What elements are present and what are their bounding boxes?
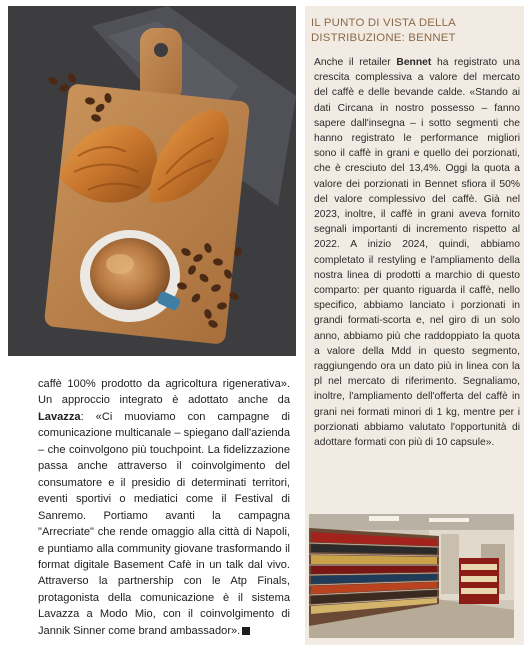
sidebar-intro: Anche il retailer (314, 57, 397, 68)
left-article-body: : «Ci muoviamo con campagne di comunicazione multicanale – spiegano dall'azienda – che coinvolgono più touchpoint. La fidelizzazione passa anche attraverso il coinvolgimento del consumatore e il presidio di determinati territori, eventi sportivi o mediatici come il Festival di Sanremo. Portiamo avanti la campagna "Arrecriate" che rende omaggio alla città di Napoli, e puntiamo alla community giovane trasformando il format digitale Basement Cafè in un talk dal vivo. Attraverso la partnership con le Atp Finals, protagonista della comunicazione è il sistema Lavazza a Modo Mio, con il coinvolgimento di Jannik Sinner come brand ambassador». (38, 410, 290, 637)
left-article-column (38, 376, 290, 639)
retailer-bennet: Bennet (396, 57, 432, 68)
left-article-intro: caffè 100% prodotto da agricoltura rigenerativa». Un approccio integrato è adottato anche da (38, 378, 290, 407)
article-end-mark (242, 627, 250, 635)
croissant-coffee-photo (8, 6, 296, 356)
sidebar-title: IL PUNTO DI VISTA DELLA DISTRIBUZIONE: BENNET (311, 17, 456, 44)
croissant-coffee-illustration (8, 6, 296, 356)
left-article-paragraph (38, 376, 290, 639)
sidebar-text (314, 55, 520, 450)
sidebar-body: ha registrato una crescita complessiva a valore del mercato del caffè e delle bevande calde. «Stando ai dati Circana in nostro possesso – fanno sapere dall'insegna – i sotto segmenti che hanno registrato le performance migliori sono il caffè in grani e quello dei porzionati, che è cresciuto del 13,4%. Oggi la quota a valore dei porzionati in Bennet sfiora il 50% del valore complessivo del caffè. Già nel 2023, inoltre, il caffè in grani aveva fornito segnali importanti di incremento rispetto al 2022. A inizio 2024, quindi, abbiamo completato il restyling e l'ampliamento della nostra linea di prodotti a marchio di questo comparto: per quanto riguarda il caffè, nello specifico, abbiamo lanciato i porzionati in grandi formati-scorta e, nel giro di un solo anno, abbiamo più che raddoppiato la quota a valore della Mdd in questo segmento, raggiungendo ora un dato più in linea con la pl nel mercato di riferimento. Segnaliamo, inoltre, l'ampliamento dell'offerta del caffè in grani nei formati minori di 1 kg, mentre per i porzionati abbiamo valutato l'opportunità di adottare formati con più di 10 capsule». (314, 57, 520, 449)
supermarket-aisle-illustration (309, 514, 514, 638)
supermarket-aisle-photo (309, 514, 514, 638)
board-handle-shape (140, 28, 182, 102)
brand-lavazza: Lavazza (38, 410, 81, 423)
